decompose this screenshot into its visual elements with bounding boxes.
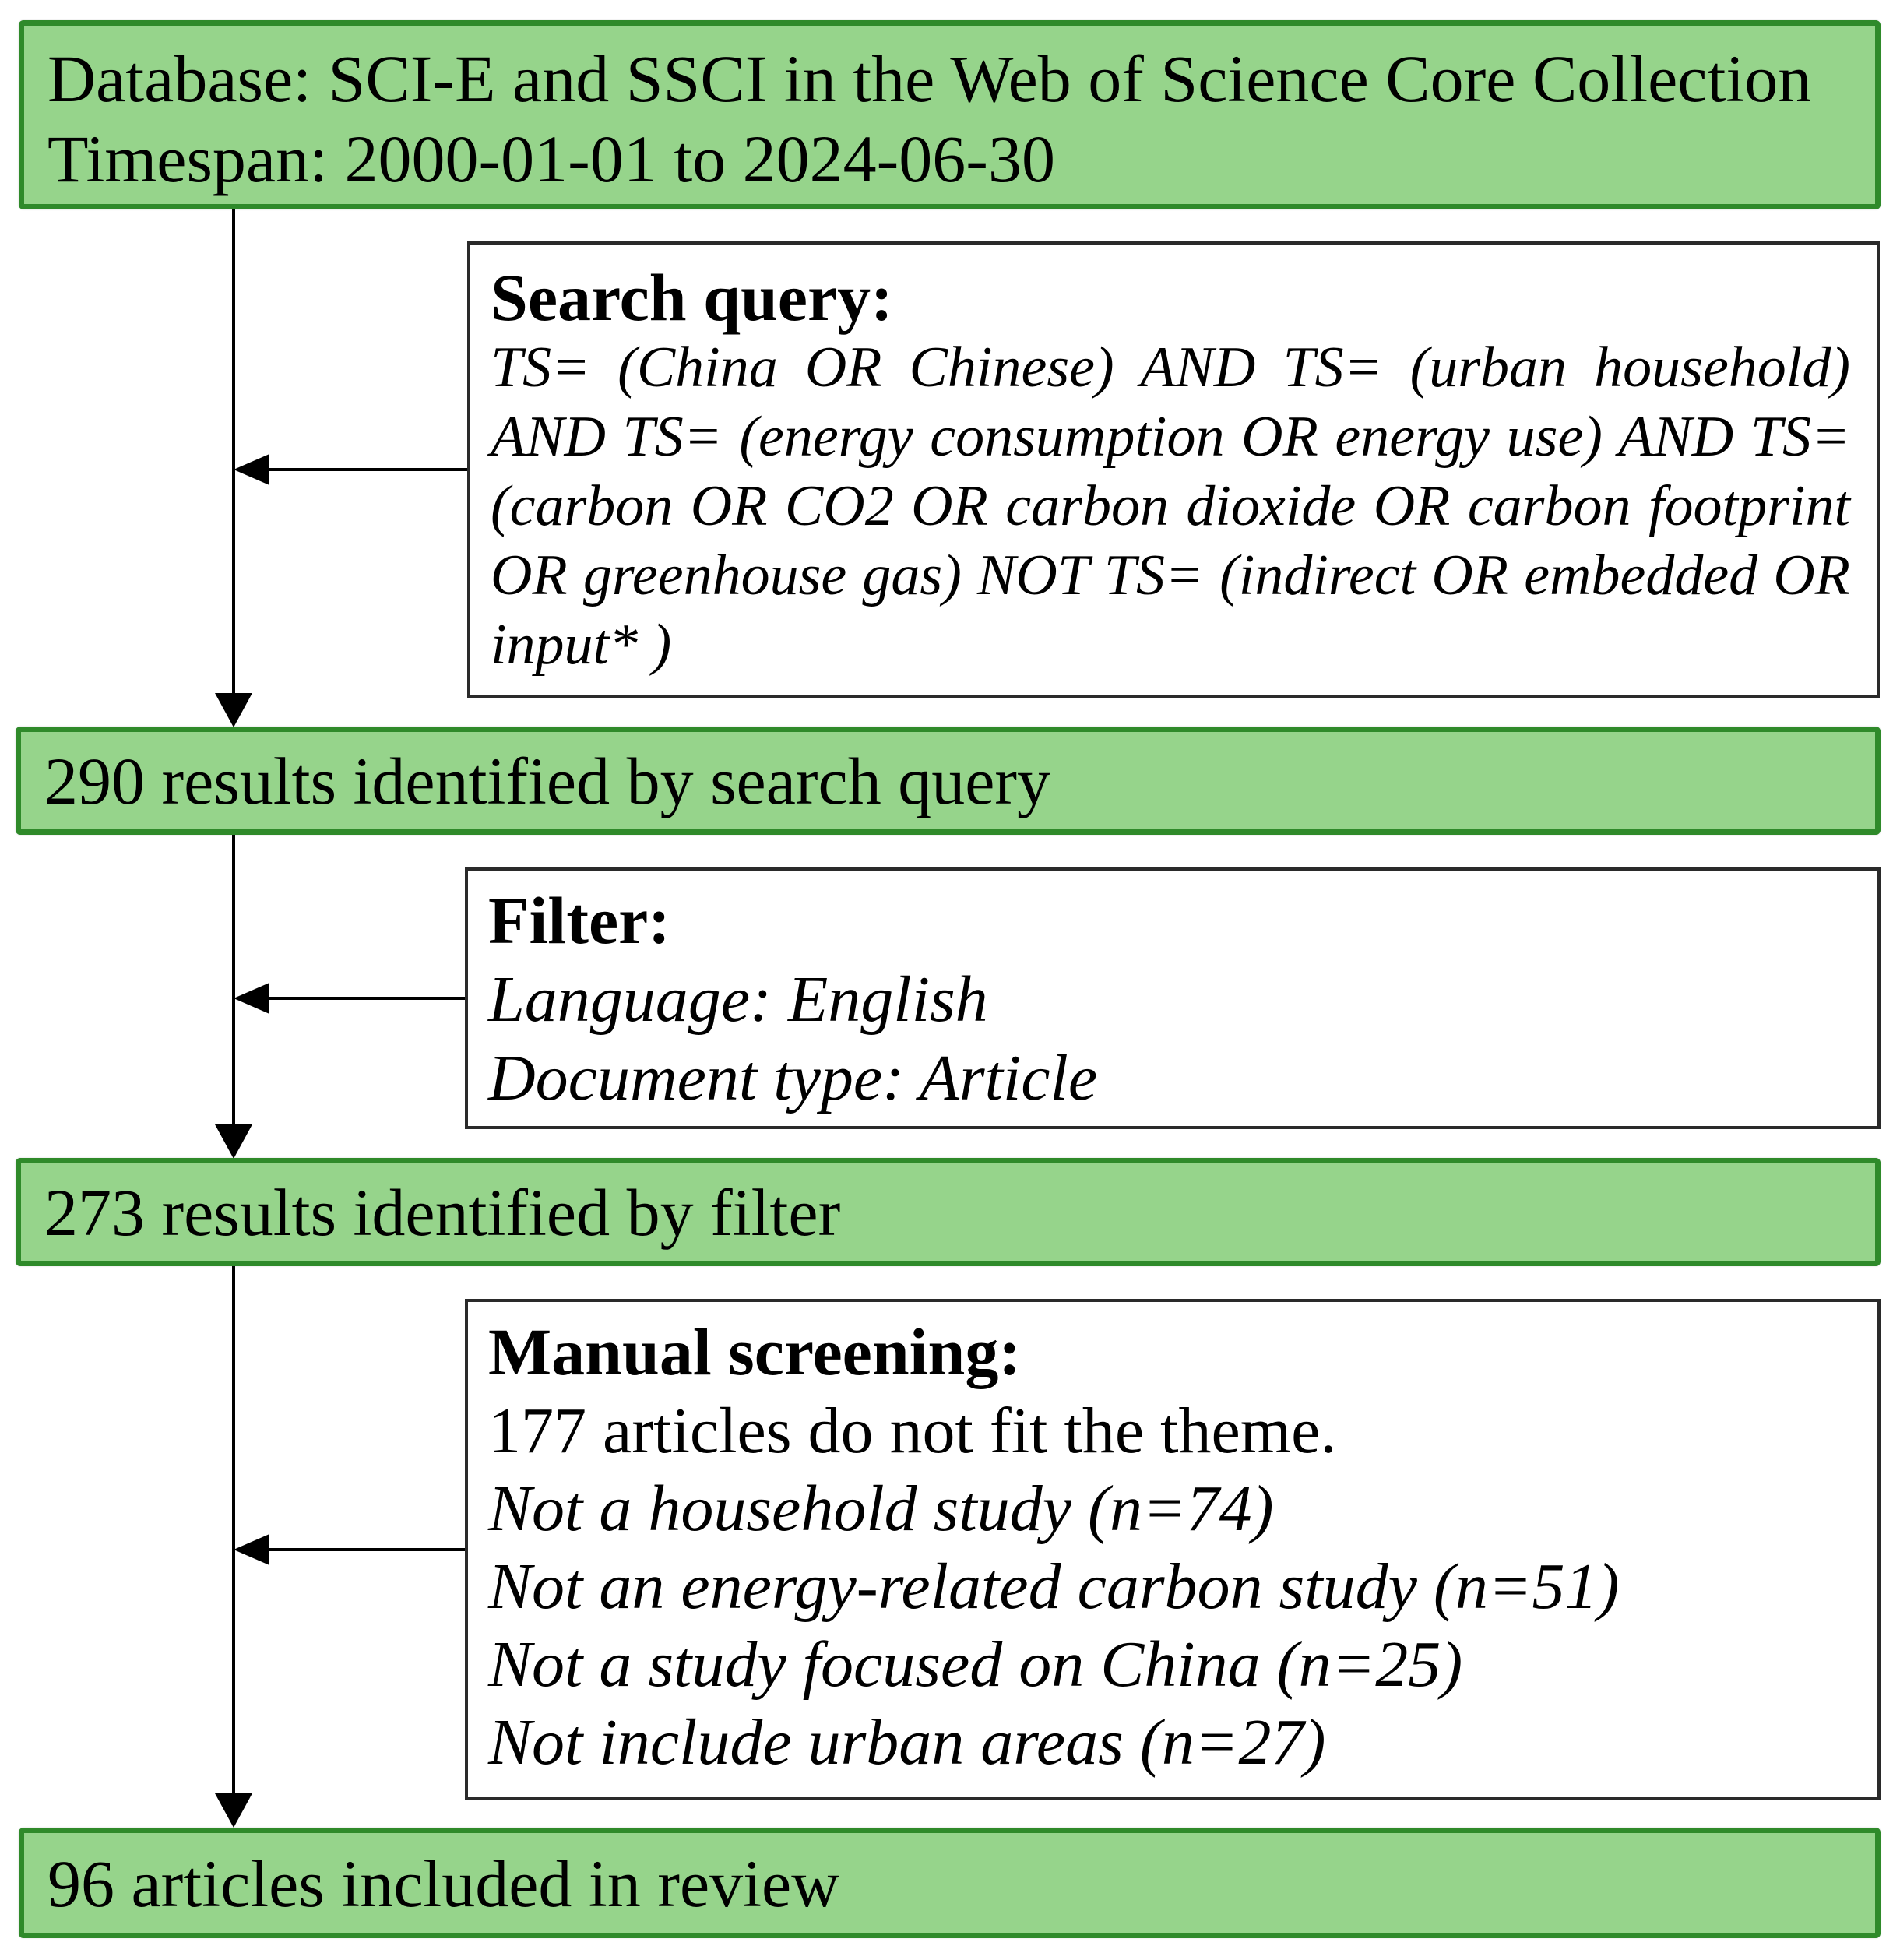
arrow-down-icon [215, 1793, 252, 1828]
search-query-box [467, 241, 1880, 698]
exclusion-not-urban: Not include urban areas (n=27) [488, 1706, 1326, 1779]
search-query-text: TS= (China OR Chinese) AND TS= (urban household) AND TS= (energy consumption OR energy use) AND TS=(carbon OR CO2 OR carbon dioxide OR carbon footprint OR greenhouse gas) NOT TS= (indirect OR embedded OR input* ) [491, 336, 1850, 677]
filter-box [465, 867, 1881, 1129]
included-text: 96 articles included in review [48, 1846, 840, 1921]
filter-document-type: Document type: Article [488, 1042, 1098, 1114]
stage-included-box [19, 1828, 1881, 1938]
exclusion-not-china: Not a study focused on China (n=25) [488, 1628, 1463, 1701]
connector-search-to-filter [232, 834, 235, 1124]
filter-title: Filter: [488, 883, 670, 958]
exclusion-not-energy-carbon: Not an energy-related carbon study (n=51) [488, 1550, 1620, 1623]
arrow-left-icon [234, 983, 269, 1014]
search-results-text: 290 results identified by search query [44, 744, 1051, 818]
arrow-down-icon [215, 693, 252, 727]
manual-screening-box [465, 1299, 1881, 1800]
manual-screening-summary: 177 articles do not fit the theme. [488, 1395, 1337, 1467]
source-database-text: Database: SCI-E and SSCI in the Web of Science Core Collection [48, 41, 1812, 116]
stage-search-results-box [16, 727, 1881, 835]
arrow-left-icon [234, 1534, 269, 1565]
stage-filter-results-box [16, 1158, 1881, 1266]
stage-source-box [19, 20, 1881, 209]
connector-filter [265, 997, 466, 1000]
source-timespan-text: Timespan: 2000-01-01 to 2024-06-30 [48, 121, 1055, 196]
connector-search-query [265, 468, 469, 471]
arrow-left-icon [234, 454, 269, 485]
connector-filter-to-included [232, 1265, 235, 1793]
arrow-down-icon [215, 1124, 252, 1159]
filter-language: Language: English [488, 963, 988, 1036]
connector-source-to-search [232, 209, 235, 695]
search-query-title: Search query: [491, 260, 893, 335]
manual-screening-title: Manual screening: [488, 1314, 1022, 1389]
connector-manual-screening [265, 1548, 466, 1551]
filter-results-text: 273 results identified by filter [44, 1175, 841, 1250]
exclusion-not-household: Not a household study (n=74) [488, 1473, 1274, 1545]
